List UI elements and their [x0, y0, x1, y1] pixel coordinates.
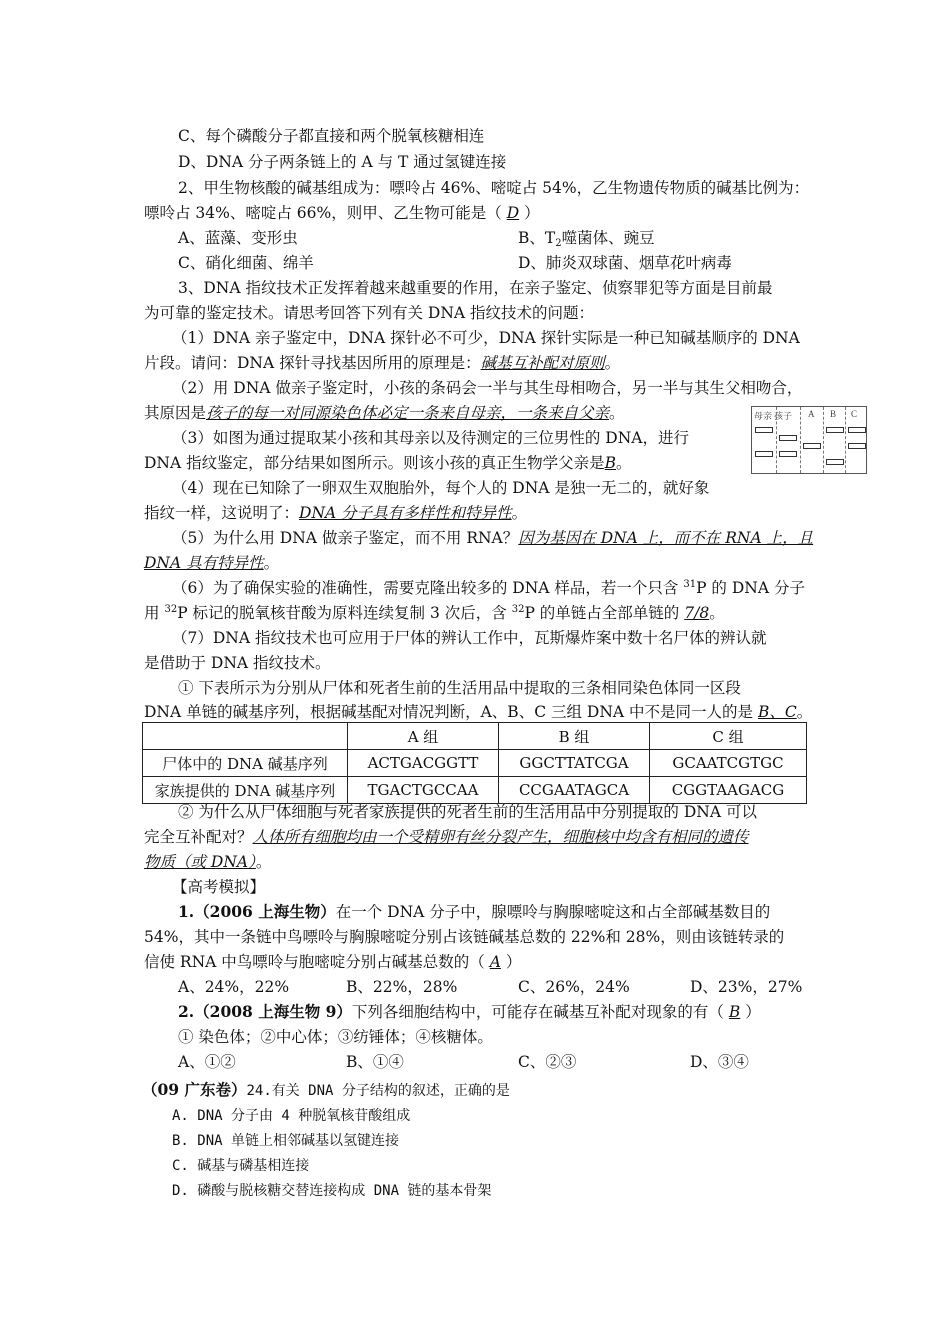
part-4-line-2 [144, 503, 527, 523]
gaokao-1-line-1 [178, 902, 770, 922]
gaokao-1-text: 在一个 DNA 分子中，腺嘌呤与胸腺嘧啶这和占全部碱基数目的 [335, 903, 771, 921]
table-cell: CCGAATAGCA [499, 777, 650, 804]
table-row-label: 家族提供的 DNA 碱基序列 [143, 777, 348, 804]
p6-sup: 31 [683, 579, 697, 590]
option-c-line: C、每个磷酸分子都直接和两个脱氧核糖相连 [178, 127, 485, 145]
p6-text-2: P 的 DNA 分子 [696, 579, 805, 597]
q2-option-c: C、硝化细菌、绵羊 [178, 254, 314, 272]
c2-answer-1: 人体所有细胞均由一个受精卵有丝分裂产生，细胞核中均含有相同的遗传 [252, 828, 749, 846]
q2-option-b-pre: B、T [518, 229, 556, 247]
table-header-cell: A 组 [348, 723, 499, 750]
gaokao-2-source: 2.（2008 上海生物 9） [178, 1002, 352, 1021]
p6-text: （6）为了确保实验的准确性，需要克隆出较多的 DNA 样品，若一个只含 [172, 579, 679, 597]
dna-fingerprint-figure [751, 406, 867, 474]
table-header-cell [143, 723, 348, 750]
gaokao-3-text: 24.有关 DNA 分子结构的叙述，正确的是 [246, 1083, 510, 1099]
part-2-line-1: （2）用 DNA 做亲子鉴定时，小孩的条码会一半与其生母相吻合，另一半与其生父相吻合， [172, 379, 803, 397]
part-3-line-2 [144, 453, 632, 473]
p6-text-4: P 标记的脱氧核苷酸为原料连续复制 3 次后，含 [177, 604, 507, 622]
q2-option-b [518, 228, 655, 248]
table-header-row [143, 723, 807, 750]
table-header-cell: C 组 [650, 723, 807, 750]
gaokao-3-source: （09 广东卷） [142, 1080, 247, 1099]
gaokao-1-line-2: 54%，其中一条链中鸟嘌呤与胸腺嘧啶分别占该链碱基总数的 22%和 28%，则由该链转录的 [144, 928, 785, 946]
q2-text: 嘌呤占 34%、嘧啶占 66%，则甲、乙生物可能是（ [144, 204, 502, 222]
table-cell: CGGTAAGACG [650, 777, 807, 804]
gaokao-2-line-1 [178, 1002, 761, 1022]
gel-header-b: B [830, 409, 837, 419]
gaokao-1-options [178, 977, 818, 997]
p5-text: （5）为什么用 DNA 做亲子鉴定，而不用 RNA？ [172, 529, 519, 547]
gaokao-3-option-c: C. 碱基与磷基相连接 [172, 1158, 310, 1174]
p6-text-3: 用 [144, 604, 160, 622]
gaokao-1-option-b: B、22%，28% [346, 978, 458, 996]
gaokao-3-option-a: A. DNA 分子由 4 种脱氧核苷酸组成 [172, 1108, 411, 1124]
q2-answer: D [506, 204, 520, 222]
gel-band [848, 427, 866, 433]
p4-text: 指纹一样，这说明了： [144, 504, 300, 522]
dna-sequence-table [142, 722, 807, 804]
p2-text: 其原因是 [144, 404, 207, 422]
item-1-line-1: ① 下表所示为分别从尸体和死者生前的生活用品中提取的三条相同染色体同一区段 [178, 679, 741, 697]
question-3-line-1: 3、DNA 指纹技术正发挥着越来越重要的作用，在亲子鉴定、侦察罪犯等方面是目前最 [178, 279, 773, 297]
gaokao-3-line-1 [142, 1080, 510, 1101]
part-6-line-2 [144, 603, 725, 623]
item-1-line-2 [144, 702, 812, 722]
table-row [143, 750, 807, 777]
gel-header-child: 孩子 [774, 411, 793, 421]
item-2-line-3 [144, 852, 271, 872]
gel-band [826, 427, 844, 433]
p1-text: 片段。请问：DNA 探针寻找基因所用的原理是： [144, 354, 481, 372]
gaokao-1-option-c: C、26%，24% [518, 978, 630, 996]
p1-answer: 碱基互补配对原则 [480, 354, 605, 372]
p6-sup-3: 32 [511, 604, 525, 615]
table-row [143, 777, 807, 804]
gaokao-2-option-d: D、③④ [690, 1053, 749, 1071]
q2-option-d: D、肺炎双球菌、烟草花叶病毒 [518, 254, 732, 272]
p3-answer: B [604, 454, 617, 472]
part-5-line-2 [144, 553, 279, 573]
gel-band [848, 443, 866, 449]
gel-header-mother: 母亲 [754, 411, 773, 421]
table-cell: GGCTTATCGA [499, 750, 650, 777]
q2-option-a: A、蓝藻、变形虫 [178, 229, 298, 247]
gel-header-c: C [851, 409, 858, 419]
gel-band [826, 459, 844, 465]
section-heading: 【高考模拟】 [172, 878, 266, 896]
gel-band [779, 451, 797, 457]
table-row-label: 尸体中的 DNA 碱基序列 [143, 750, 348, 777]
gel-band [779, 435, 797, 441]
c1-text: DNA 单链的碱基序列，根据碱基配对情况判断，A、B、C 三组 DNA 中不是同一人的是 [144, 703, 754, 721]
p6-text-5: P 的单链占全部单链的 [524, 604, 680, 622]
gel-divider [845, 407, 846, 473]
question-3-line-2: 为可靠的鉴定技术。请思考回答下列有关 DNA 指纹技术的问题： [144, 304, 595, 322]
gaokao-3-option-b: B. DNA 单链上相邻碱基以氢键连接 [172, 1133, 400, 1149]
part-7-line-2: 是借助于 DNA 指纹技术。 [144, 654, 331, 672]
question-2-line-1: 2、甲生物核酸的碱基组成为：嘌呤占 46%、嘧啶占 54%，乙生物遗传物质的碱基比例为： [178, 179, 810, 197]
gel-divider [776, 407, 777, 473]
gaokao-2-answer: B [728, 1003, 741, 1021]
p3-text: DNA 指纹鉴定，部分结果如图所示。则该小孩的真正生物学父亲是 [144, 454, 605, 472]
table-cell: TGACTGCCAA [348, 777, 499, 804]
c2-text: 完全互补配对？ [144, 828, 253, 846]
p2-end: 。 [609, 404, 625, 422]
question-2-options-row-2 [178, 253, 778, 273]
part-1-line-1: （1）DNA 亲子鉴定中，DNA 探针必不可少，DNA 探针实际是一种已知碱基顺序的 DNA [172, 329, 800, 347]
gaokao-2-options [178, 1052, 818, 1072]
option-d-line: D、DNA 分子两条链上的 A 与 T 通过氢键连接 [178, 153, 507, 171]
gaokao-1-answer: A [489, 953, 501, 971]
p5-end: 。 [263, 554, 280, 572]
gaokao-2-line-2: ① 染色体；②中心体；③纺锤体；④核糖体。 [178, 1028, 493, 1046]
q2-close: ） [524, 204, 540, 222]
p6-answer: 7/8 [684, 604, 710, 622]
part-7-line-1: （7）DNA 指纹技术也可应用于尸体的辨认工作中，瓦斯爆炸案中数十名尸体的辨认就 [172, 629, 767, 647]
gaokao-2-option-c: C、②③ [518, 1053, 577, 1071]
gaokao-2-option-b: B、①④ [346, 1053, 404, 1071]
p6-end: 。 [709, 604, 725, 622]
item-2-line-2 [144, 827, 749, 847]
q2-option-b-sub: 2 [555, 238, 562, 249]
gaokao-1-text-2: 信使 RNA 中鸟嘌呤与胞嘧啶分别占碱基总数的（ [144, 953, 485, 971]
p4-end: 。 [511, 504, 528, 522]
p5-answer-1: 因为基因在 DNA 上，而不在 RNA 上，且 [518, 529, 814, 547]
gaokao-1-option-a: A、24%，22% [178, 978, 290, 996]
gel-header-a: A [808, 409, 815, 419]
p4-answer: DNA 分子具有多样性和特异性 [299, 504, 512, 522]
q2-option-b-post: 噬菌体、豌豆 [561, 229, 655, 247]
gel-band [755, 427, 773, 433]
c1-answer: B、C [757, 703, 797, 721]
c2-answer-2: 物质（或 DNA） [144, 853, 256, 871]
gel-divider [800, 407, 801, 473]
question-2-options-row-1 [178, 228, 778, 248]
item-2-line-1: ② 为什么从尸体细胞与死者家族提供的死者生前的生活用品中分别提取的 DNA 可以 [178, 803, 757, 821]
gel-divider [823, 407, 824, 473]
part-4-line-1: （4）现在已知除了一卵双生双胞胎外，每个人的 DNA 是独一无二的，就好象 [172, 479, 710, 497]
part-6-line-1 [172, 578, 805, 598]
part-1-line-2 [144, 353, 620, 373]
p5-answer-2: DNA 具有特异性 [144, 554, 264, 572]
p6-sup-2: 32 [164, 604, 178, 615]
gaokao-2-option-a: A、①② [178, 1053, 236, 1071]
p3-end: 。 [616, 454, 632, 472]
gel-band [803, 443, 821, 449]
c1-end: 。 [796, 703, 813, 721]
p2-answer: 孩子的每一对同源染色体必定一条来自母亲，一条来自父亲 [206, 404, 610, 422]
part-2-line-2 [144, 403, 625, 423]
gaokao-1-source: 1.（2006 上海生物） [178, 902, 336, 921]
table-cell: ACTGACGGTT [348, 750, 499, 777]
gaokao-1-option-d: D、23%，27% [690, 978, 803, 996]
question-2-line-2 [144, 203, 540, 223]
part-3-line-1: （3）如图为通过提取某小孩和其母亲以及待测定的三位男性的 DNA，进行 [172, 429, 689, 447]
gaokao-2-close: ） [745, 1003, 761, 1021]
gaokao-3-option-d: D. 磷酸与脱核糖交替连接构成 DNA 链的基本骨架 [172, 1183, 492, 1199]
gel-band [755, 451, 773, 457]
table-header-cell: B 组 [499, 723, 650, 750]
c2-end: 。 [255, 853, 272, 871]
gaokao-1-line-3 [144, 952, 521, 972]
p1-end: 。 [604, 354, 621, 372]
part-5-line-1 [172, 528, 813, 548]
gaokao-2-text: 下列各细胞结构中，可能存在碱基互补配对现象的有（ [351, 1003, 724, 1021]
table-cell: GCAATCGTGC [650, 750, 807, 777]
gaokao-1-close: ） [505, 953, 522, 971]
